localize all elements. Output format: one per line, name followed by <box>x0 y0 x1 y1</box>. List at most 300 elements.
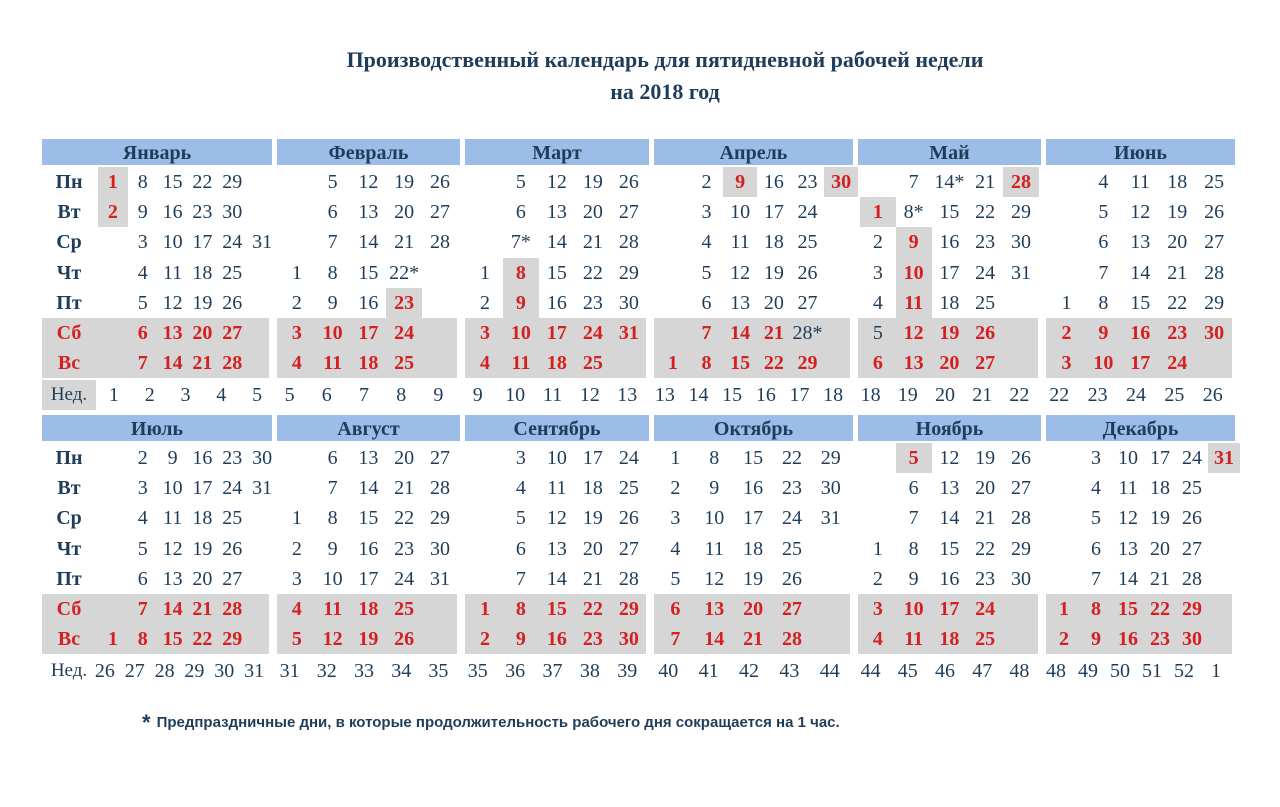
week-number: 39 <box>617 660 638 682</box>
holiday-day: 18 <box>546 352 567 375</box>
holiday-day: 28 <box>1010 171 1031 193</box>
day-number: 20 <box>192 567 213 590</box>
week-number: 22 <box>1009 384 1030 406</box>
holiday-day: 20 <box>192 322 213 344</box>
holiday-day: 2 <box>1059 628 1069 651</box>
day-number: 6 <box>908 477 919 500</box>
holiday-day: 9 <box>515 291 526 314</box>
day-number: 26 <box>1010 447 1031 469</box>
week-number: 22 <box>1049 384 1070 406</box>
day-number: 3 <box>137 477 148 500</box>
day-number: 3 <box>701 201 712 224</box>
day-number: 26 <box>222 537 243 560</box>
holiday-day: 13 <box>162 322 183 344</box>
holiday-day: 10 <box>322 322 343 344</box>
holiday-day: 11 <box>904 291 924 314</box>
day-number: 16 <box>358 537 379 560</box>
holiday-day: 12 <box>322 628 343 651</box>
day-number: 4 <box>1091 477 1101 500</box>
holiday-day: 31 <box>618 322 639 344</box>
day-number: 11 <box>162 261 183 284</box>
day-number: 29 <box>1010 537 1031 560</box>
day-number: 28 <box>618 567 639 590</box>
day-number: 29 <box>1010 201 1031 224</box>
day-number: 17 <box>192 477 213 500</box>
day-number: 5 <box>327 171 338 193</box>
day-number: 28 <box>1204 261 1225 284</box>
day-number: 11 <box>730 231 750 254</box>
day-number: 18 <box>192 507 213 530</box>
day-number: 16 <box>939 567 960 590</box>
holiday-day: 5 <box>908 447 919 469</box>
week-number: 8 <box>396 384 407 406</box>
holiday-day: 30 <box>1204 322 1225 344</box>
holiday-day: 7 <box>137 352 148 375</box>
holiday-day: 30 <box>831 171 852 193</box>
day-number: 8 <box>908 537 919 560</box>
day-number: 13 <box>546 201 567 224</box>
day-number: 2 <box>701 171 712 193</box>
day-number: 5 <box>872 322 883 344</box>
day-number: 28 <box>1010 507 1031 530</box>
day-number: 24 <box>222 477 243 500</box>
footnote-star: * <box>142 710 151 735</box>
day-number: 20 <box>975 477 996 500</box>
day-number: 18 <box>192 261 213 284</box>
holiday-day: 17 <box>358 322 379 344</box>
month-header: Декабрь <box>1046 415 1235 441</box>
month-header: Март <box>465 139 649 165</box>
holiday-day: 13 <box>704 598 725 620</box>
day-number: 26 <box>429 171 450 193</box>
holiday-day: 2 <box>1061 322 1072 344</box>
footnote-text: Предпраздничные дни, в которые продолжительность рабочего дня сокращается на 1 час. <box>156 714 840 731</box>
holiday-day: 21 <box>763 322 784 344</box>
day-number: 14 <box>358 231 379 254</box>
week-number: 35 <box>428 660 449 682</box>
holiday-day: 7 <box>137 598 148 620</box>
day-number: 13 <box>939 477 960 500</box>
holiday-day: 10 <box>1093 352 1114 375</box>
day-number: 12 <box>1130 201 1151 224</box>
week-number: 28 <box>154 660 175 682</box>
day-number: 25 <box>1182 477 1202 500</box>
day-number: 25 <box>975 291 996 314</box>
holiday-day: 3 <box>291 322 302 344</box>
day-number: 20 <box>582 537 603 560</box>
day-number: 10 <box>730 201 751 224</box>
day-number: 27 <box>618 201 639 224</box>
day-number: 30 <box>1010 231 1031 254</box>
day-number: 24 <box>797 201 818 224</box>
day-number: 5 <box>137 291 148 314</box>
month-header: Февраль <box>277 139 460 165</box>
week-label: Нед. <box>42 380 96 410</box>
day-number: 20 <box>763 291 784 314</box>
day-number: 12 <box>704 567 725 590</box>
day-number: 16 <box>743 477 764 500</box>
holiday-day: 24 <box>1167 352 1188 375</box>
holiday-day: 3 <box>479 322 490 344</box>
month-header: Октябрь <box>654 415 853 441</box>
day-number: 29 <box>618 261 639 284</box>
day-number: 27 <box>797 291 818 314</box>
week-number: 9 <box>433 384 444 406</box>
day-number: 1 <box>291 261 302 284</box>
holiday-day: 23 <box>582 628 603 651</box>
holiday-day: 17 <box>546 322 567 344</box>
day-number: 27 <box>1182 537 1202 560</box>
holiday-day: 19 <box>939 322 960 344</box>
week-number: 48 <box>1009 660 1030 682</box>
holiday-day: 30 <box>618 628 639 651</box>
day-number: 15 <box>358 261 379 284</box>
day-label: Чт <box>56 261 82 284</box>
day-label: Ср <box>56 507 82 530</box>
day-number: 21 <box>394 477 415 500</box>
day-number: 5 <box>1098 201 1109 224</box>
day-number: 13 <box>358 201 379 224</box>
day-number: 2 <box>137 447 148 469</box>
month-header: Апрель <box>654 139 853 165</box>
holiday-day: 1 <box>107 171 118 193</box>
holiday-day: 20 <box>743 598 764 620</box>
month-header: Ноябрь <box>858 415 1041 441</box>
day-number: 13 <box>1130 231 1151 254</box>
day-number: 2 <box>291 291 302 314</box>
day-number: 19 <box>394 171 415 193</box>
day-number: 27 <box>618 537 639 560</box>
week-number: 30 <box>214 660 235 682</box>
week-number: 50 <box>1110 660 1130 682</box>
holiday-day: 25 <box>975 628 996 651</box>
month-header: Август <box>277 415 460 441</box>
week-number: 9 <box>472 384 483 406</box>
day-number: 22 <box>582 261 603 284</box>
week-number: 31 <box>279 660 300 682</box>
day-number: 24 <box>975 261 996 284</box>
holiday-day: 29 <box>797 352 818 375</box>
week-number: 18 <box>860 384 881 406</box>
day-number: 31 <box>820 507 841 530</box>
week-number: 32 <box>316 660 337 682</box>
day-number: 30 <box>252 447 273 469</box>
day-number: 6 <box>515 201 526 224</box>
day-number: 17 <box>743 507 764 530</box>
holiday-day: 23 <box>1167 322 1188 344</box>
day-number: 12 <box>358 171 379 193</box>
day-number: 1 <box>1061 291 1072 314</box>
holiday-day: 15 <box>1118 598 1138 620</box>
holiday-day: 1 <box>1059 598 1069 620</box>
day-number: 12 <box>1118 507 1138 530</box>
day-number: 15 <box>358 507 379 530</box>
holiday-day: 19 <box>358 628 379 651</box>
preholiday-day: 8* <box>903 201 924 224</box>
day-number: 13 <box>546 537 567 560</box>
day-label: Сб <box>42 318 96 348</box>
holiday-day: 26 <box>975 322 996 344</box>
day-number: 19 <box>1150 507 1170 530</box>
holiday-day: 15 <box>730 352 751 375</box>
day-number: 21 <box>975 507 996 530</box>
holiday-day: 26 <box>394 628 415 651</box>
holiday-day: 21 <box>192 598 213 620</box>
day-label: Сб <box>42 594 96 624</box>
day-number: 3 <box>137 231 148 254</box>
day-number: 9 <box>137 201 148 224</box>
day-number: 21 <box>394 231 415 254</box>
day-number: 20 <box>1150 537 1170 560</box>
day-number: 15 <box>939 537 960 560</box>
day-number: 1 <box>872 537 883 560</box>
day-number: 3 <box>872 261 883 284</box>
day-number: 23 <box>394 537 415 560</box>
day-number: 22 <box>394 507 415 530</box>
day-number: 3 <box>670 507 681 530</box>
day-number: 1 <box>291 507 302 530</box>
day-number: 18 <box>939 291 960 314</box>
holiday-day: 4 <box>872 628 883 651</box>
day-number: 16 <box>162 201 183 224</box>
month-header: Май <box>858 139 1041 165</box>
day-number: 16 <box>358 291 379 314</box>
day-label: Ср <box>56 231 82 254</box>
day-number: 31 <box>252 231 273 254</box>
day-number: 23 <box>192 201 213 224</box>
preholiday-day: 22* <box>389 261 420 284</box>
day-number: 7 <box>908 507 919 530</box>
day-label: Пт <box>56 567 82 590</box>
day-number: 18 <box>763 231 784 254</box>
holiday-day: 29 <box>618 598 639 620</box>
holiday-day: 18 <box>358 352 379 375</box>
day-number: 19 <box>582 507 603 530</box>
week-number: 44 <box>819 660 840 682</box>
week-number: 5 <box>252 384 263 406</box>
day-number: 2 <box>291 537 302 560</box>
day-number: 7 <box>327 231 338 254</box>
day-number: 7 <box>1091 567 1101 590</box>
page-subtitle: на 2018 год <box>610 79 720 104</box>
week-number: 41 <box>698 660 719 682</box>
day-number: 29 <box>1204 291 1225 314</box>
day-number: 1 <box>479 261 490 284</box>
day-label: Вс <box>42 348 96 378</box>
day-number: 15 <box>743 447 764 469</box>
preholiday-day: 14* <box>934 171 965 193</box>
holiday-day: 22 <box>1150 598 1170 620</box>
day-number: 20 <box>1167 231 1188 254</box>
day-number: 18 <box>1167 171 1188 193</box>
day-number: 26 <box>797 261 818 284</box>
day-number: 12 <box>162 291 183 314</box>
week-number: 1 <box>108 384 119 406</box>
holiday-day: 2 <box>479 628 490 651</box>
day-label: Пт <box>56 291 82 314</box>
day-number: 19 <box>192 291 213 314</box>
holiday-day: 16 <box>546 628 567 651</box>
day-number: 26 <box>222 291 243 314</box>
week-number: 4 <box>216 384 227 406</box>
holiday-day: 15 <box>162 628 183 651</box>
holiday-day: 30 <box>1182 628 1202 651</box>
day-number: 5 <box>515 507 526 530</box>
day-number: 25 <box>222 507 243 530</box>
week-number: 20 <box>934 384 955 406</box>
week-number: 17 <box>789 384 810 406</box>
day-number: 7 <box>327 477 338 500</box>
day-number: 31 <box>1010 261 1031 284</box>
day-number: 15 <box>1130 291 1151 314</box>
day-number: 30 <box>820 477 841 500</box>
day-number: 11 <box>162 507 183 530</box>
holiday-day: 9 <box>1091 628 1101 651</box>
week-number: 14 <box>688 384 709 406</box>
day-number: 28 <box>1182 567 1202 590</box>
holiday-day: 8 <box>701 352 712 375</box>
day-number: 14 <box>546 567 567 590</box>
day-number: 24 <box>394 567 415 590</box>
holiday-day: 24 <box>975 598 996 620</box>
day-number: 11 <box>1130 171 1150 193</box>
day-number: 25 <box>1204 171 1225 193</box>
week-number: 10 <box>505 384 526 406</box>
preholiday-day: 28* <box>792 322 823 344</box>
day-label: Пн <box>55 447 83 469</box>
day-number: 6 <box>137 567 148 590</box>
holiday-day: 4 <box>479 352 490 375</box>
day-number: 18 <box>1150 477 1170 500</box>
holiday-day: 4 <box>291 598 302 620</box>
day-number: 21 <box>1167 261 1188 284</box>
day-number: 27 <box>1010 477 1031 500</box>
holiday-day: 7 <box>670 628 681 651</box>
week-number: 13 <box>617 384 638 406</box>
day-number: 23 <box>781 477 802 500</box>
day-number: 13 <box>1118 537 1138 560</box>
day-number: 10 <box>322 567 343 590</box>
day-number: 9 <box>908 567 919 590</box>
day-number: 6 <box>327 201 338 224</box>
month-header: Июль <box>42 415 272 441</box>
day-number: 21 <box>582 231 603 254</box>
day-number: 3 <box>1091 447 1101 469</box>
day-number: 19 <box>192 537 213 560</box>
day-number: 8 <box>327 507 338 530</box>
day-number: 5 <box>515 171 526 193</box>
week-number: 16 <box>755 384 776 406</box>
holiday-day: 18 <box>358 598 379 620</box>
page-title: Производственный календарь для пятидневной рабочей недели <box>346 47 984 72</box>
week-number: 36 <box>505 660 526 682</box>
day-number: 8 <box>137 171 148 193</box>
week-number: 31 <box>244 660 265 682</box>
holiday-day: 13 <box>903 352 924 375</box>
day-number: 4 <box>515 477 526 500</box>
day-number: 3 <box>291 567 302 590</box>
week-number: 46 <box>934 660 955 682</box>
day-number: 5 <box>1091 507 1101 530</box>
day-number: 30 <box>429 537 450 560</box>
holiday-day: 23 <box>1150 628 1170 651</box>
holiday-day: 8 <box>515 598 526 620</box>
holiday-day: 5 <box>291 628 302 651</box>
day-number: 2 <box>872 231 883 254</box>
holiday-day: 27 <box>975 352 996 375</box>
day-number: 22 <box>975 537 996 560</box>
day-number: 10 <box>162 477 183 500</box>
day-number: 22 <box>1167 291 1188 314</box>
day-number: 6 <box>515 537 526 560</box>
day-number: 8 <box>1098 291 1109 314</box>
day-label: Вс <box>42 624 96 654</box>
day-number: 18 <box>743 537 764 560</box>
day-number: 27 <box>1204 231 1225 254</box>
holiday-day: 31 <box>1214 447 1234 469</box>
week-number: 34 <box>391 660 412 682</box>
week-number: 45 <box>897 660 918 682</box>
week-number: 3 <box>180 384 191 406</box>
holiday-day: 11 <box>323 352 343 375</box>
week-number: 7 <box>358 384 369 406</box>
day-label: Чт <box>56 537 82 560</box>
day-number: 9 <box>167 447 178 469</box>
day-number: 13 <box>358 447 379 469</box>
day-number: 12 <box>162 537 183 560</box>
day-number: 31 <box>429 567 450 590</box>
week-number: 18 <box>823 384 844 406</box>
day-number: 16 <box>939 231 960 254</box>
day-number: 22 <box>781 447 802 469</box>
holiday-day: 6 <box>137 322 148 344</box>
day-number: 7 <box>1098 261 1109 284</box>
day-number: 22 <box>192 171 213 193</box>
day-number: 26 <box>618 507 639 530</box>
day-number: 16 <box>546 291 567 314</box>
holiday-day: 8 <box>515 261 526 284</box>
day-number: 1 <box>670 447 681 469</box>
week-number: 38 <box>579 660 600 682</box>
day-number: 25 <box>797 231 818 254</box>
day-number: 19 <box>743 567 764 590</box>
month-header: Сентябрь <box>465 415 649 441</box>
day-number: 16 <box>192 447 213 469</box>
week-number: 24 <box>1125 384 1146 406</box>
day-number: 12 <box>730 261 751 284</box>
holiday-day: 9 <box>515 628 526 651</box>
day-number: 15 <box>939 201 960 224</box>
day-number: 11 <box>704 537 724 560</box>
week-number: 51 <box>1142 660 1162 682</box>
day-number: 14 <box>1118 567 1138 590</box>
day-number: 24 <box>1182 447 1202 469</box>
day-number: 23 <box>975 567 996 590</box>
holiday-day: 17 <box>939 598 960 620</box>
week-number: 40 <box>658 660 679 682</box>
day-number: 7 <box>515 567 526 590</box>
week-number: 6 <box>321 384 332 406</box>
holiday-day: 14 <box>704 628 725 651</box>
day-number: 10 <box>1118 447 1138 469</box>
holiday-day: 11 <box>511 352 531 375</box>
day-number: 23 <box>797 171 818 193</box>
week-number: 19 <box>897 384 918 406</box>
holiday-day: 24 <box>394 322 415 344</box>
holiday-day: 14 <box>730 322 751 344</box>
day-label: Вт <box>57 477 81 500</box>
day-number: 28 <box>429 231 450 254</box>
